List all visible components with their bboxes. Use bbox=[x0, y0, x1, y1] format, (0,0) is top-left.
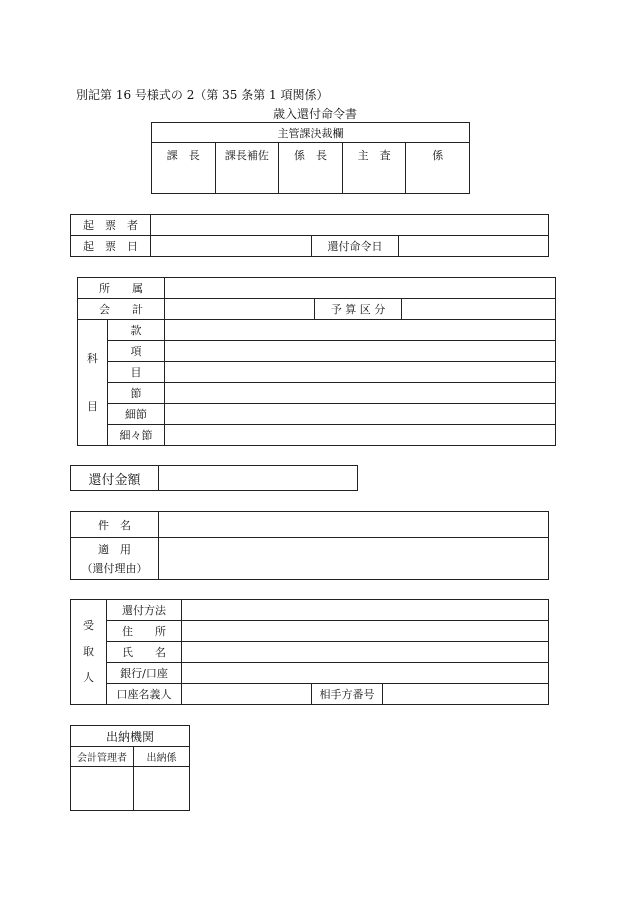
accounting-label: 会 計 bbox=[78, 299, 165, 320]
application-label-cell bbox=[71, 538, 159, 580]
form-number: 別記第 16 号様式の 2（第 35 条第 1 項関係） bbox=[76, 88, 329, 102]
page-title: 歳入還付命令書 bbox=[272, 107, 357, 121]
recipient-side-label bbox=[71, 600, 107, 705]
subject-row-field[interactable] bbox=[165, 320, 556, 341]
cashier-seal-field[interactable] bbox=[134, 767, 190, 811]
account-table bbox=[77, 277, 556, 446]
partner-number-label: 相手方番号 bbox=[312, 684, 383, 705]
address-field[interactable] bbox=[182, 621, 549, 642]
subject-row-label: 節 bbox=[108, 383, 165, 404]
subject-row-label: 項 bbox=[108, 341, 165, 362]
recipient-char-3: 人 bbox=[83, 671, 94, 684]
approval-col-supervisor: 主 査 bbox=[342, 143, 406, 194]
refund-reason-label: （還付理由） bbox=[81, 561, 148, 575]
application-label: 適 用 bbox=[98, 542, 131, 556]
subject-row-field[interactable] bbox=[165, 404, 556, 425]
refund-amount-field[interactable] bbox=[159, 466, 358, 491]
refund-order-date-label: 還付命令日 bbox=[312, 236, 399, 257]
approval-table bbox=[151, 122, 470, 194]
draft-date-label: 起 票 日 bbox=[71, 236, 151, 257]
account-holder-label: 口座名義人 bbox=[107, 684, 182, 705]
recipient-char-2: 取 bbox=[83, 645, 94, 658]
refund-order-date-field[interactable] bbox=[399, 236, 549, 257]
affiliation-field[interactable] bbox=[165, 278, 556, 299]
cashier-label: 出納係 bbox=[134, 747, 190, 767]
refund-method-label: 還付方法 bbox=[107, 600, 182, 621]
name-label: 氏 名 bbox=[107, 642, 182, 663]
application-field[interactable] bbox=[159, 538, 549, 580]
matter-name-field[interactable] bbox=[159, 512, 549, 538]
approval-col-section-chief: 課 長 bbox=[152, 143, 216, 194]
refund-amount-table bbox=[70, 465, 358, 491]
bank-account-label: 銀行/口座 bbox=[107, 663, 182, 684]
subject-side-label bbox=[78, 320, 108, 446]
subject-row-label: 細節 bbox=[108, 404, 165, 425]
treasury-table bbox=[70, 725, 190, 811]
subject-row-field[interactable] bbox=[165, 362, 556, 383]
approval-col-deputy-chief: 課長補佐 bbox=[215, 143, 279, 194]
budget-category-label: 予 算 区 分 bbox=[315, 299, 402, 320]
partner-number-field[interactable] bbox=[383, 684, 549, 705]
recipient-char-1: 受 bbox=[83, 619, 94, 632]
budget-category-field[interactable] bbox=[402, 299, 556, 320]
subject-row-field[interactable] bbox=[165, 341, 556, 362]
name-field[interactable] bbox=[182, 642, 549, 663]
subject-row-field[interactable] bbox=[165, 425, 556, 446]
subject-row-label: 細々節 bbox=[108, 425, 165, 446]
matter-table bbox=[70, 511, 549, 580]
refund-amount-label: 還付金額 bbox=[71, 466, 159, 491]
draft-table bbox=[70, 214, 549, 257]
approval-col-unit-chief: 係 長 bbox=[279, 143, 343, 194]
bank-account-field[interactable] bbox=[182, 663, 549, 684]
subject-row-field[interactable] bbox=[165, 383, 556, 404]
approval-col-staff: 係 bbox=[406, 143, 470, 194]
treasury-heading: 出納機関 bbox=[71, 726, 190, 747]
refund-method-field[interactable] bbox=[182, 600, 549, 621]
account-holder-field[interactable] bbox=[182, 684, 312, 705]
draft-date-field[interactable] bbox=[151, 236, 312, 257]
drafter-label: 起 票 者 bbox=[71, 215, 151, 236]
treasurer-seal-field[interactable] bbox=[71, 767, 134, 811]
subject-row-label: 款 bbox=[108, 320, 165, 341]
subject-char-1: 科 bbox=[87, 351, 98, 365]
approval-heading: 主管課決裁欄 bbox=[152, 123, 470, 143]
drafter-field[interactable] bbox=[151, 215, 549, 236]
recipient-table bbox=[70, 599, 549, 705]
address-label: 住 所 bbox=[107, 621, 182, 642]
accounting-field[interactable] bbox=[165, 299, 315, 320]
subject-char-2: 目 bbox=[87, 399, 98, 413]
subject-row-label: 目 bbox=[108, 362, 165, 383]
affiliation-label: 所 属 bbox=[78, 278, 165, 299]
matter-name-label: 件 名 bbox=[71, 512, 159, 538]
treasurer-label: 会計管理者 bbox=[71, 747, 134, 767]
